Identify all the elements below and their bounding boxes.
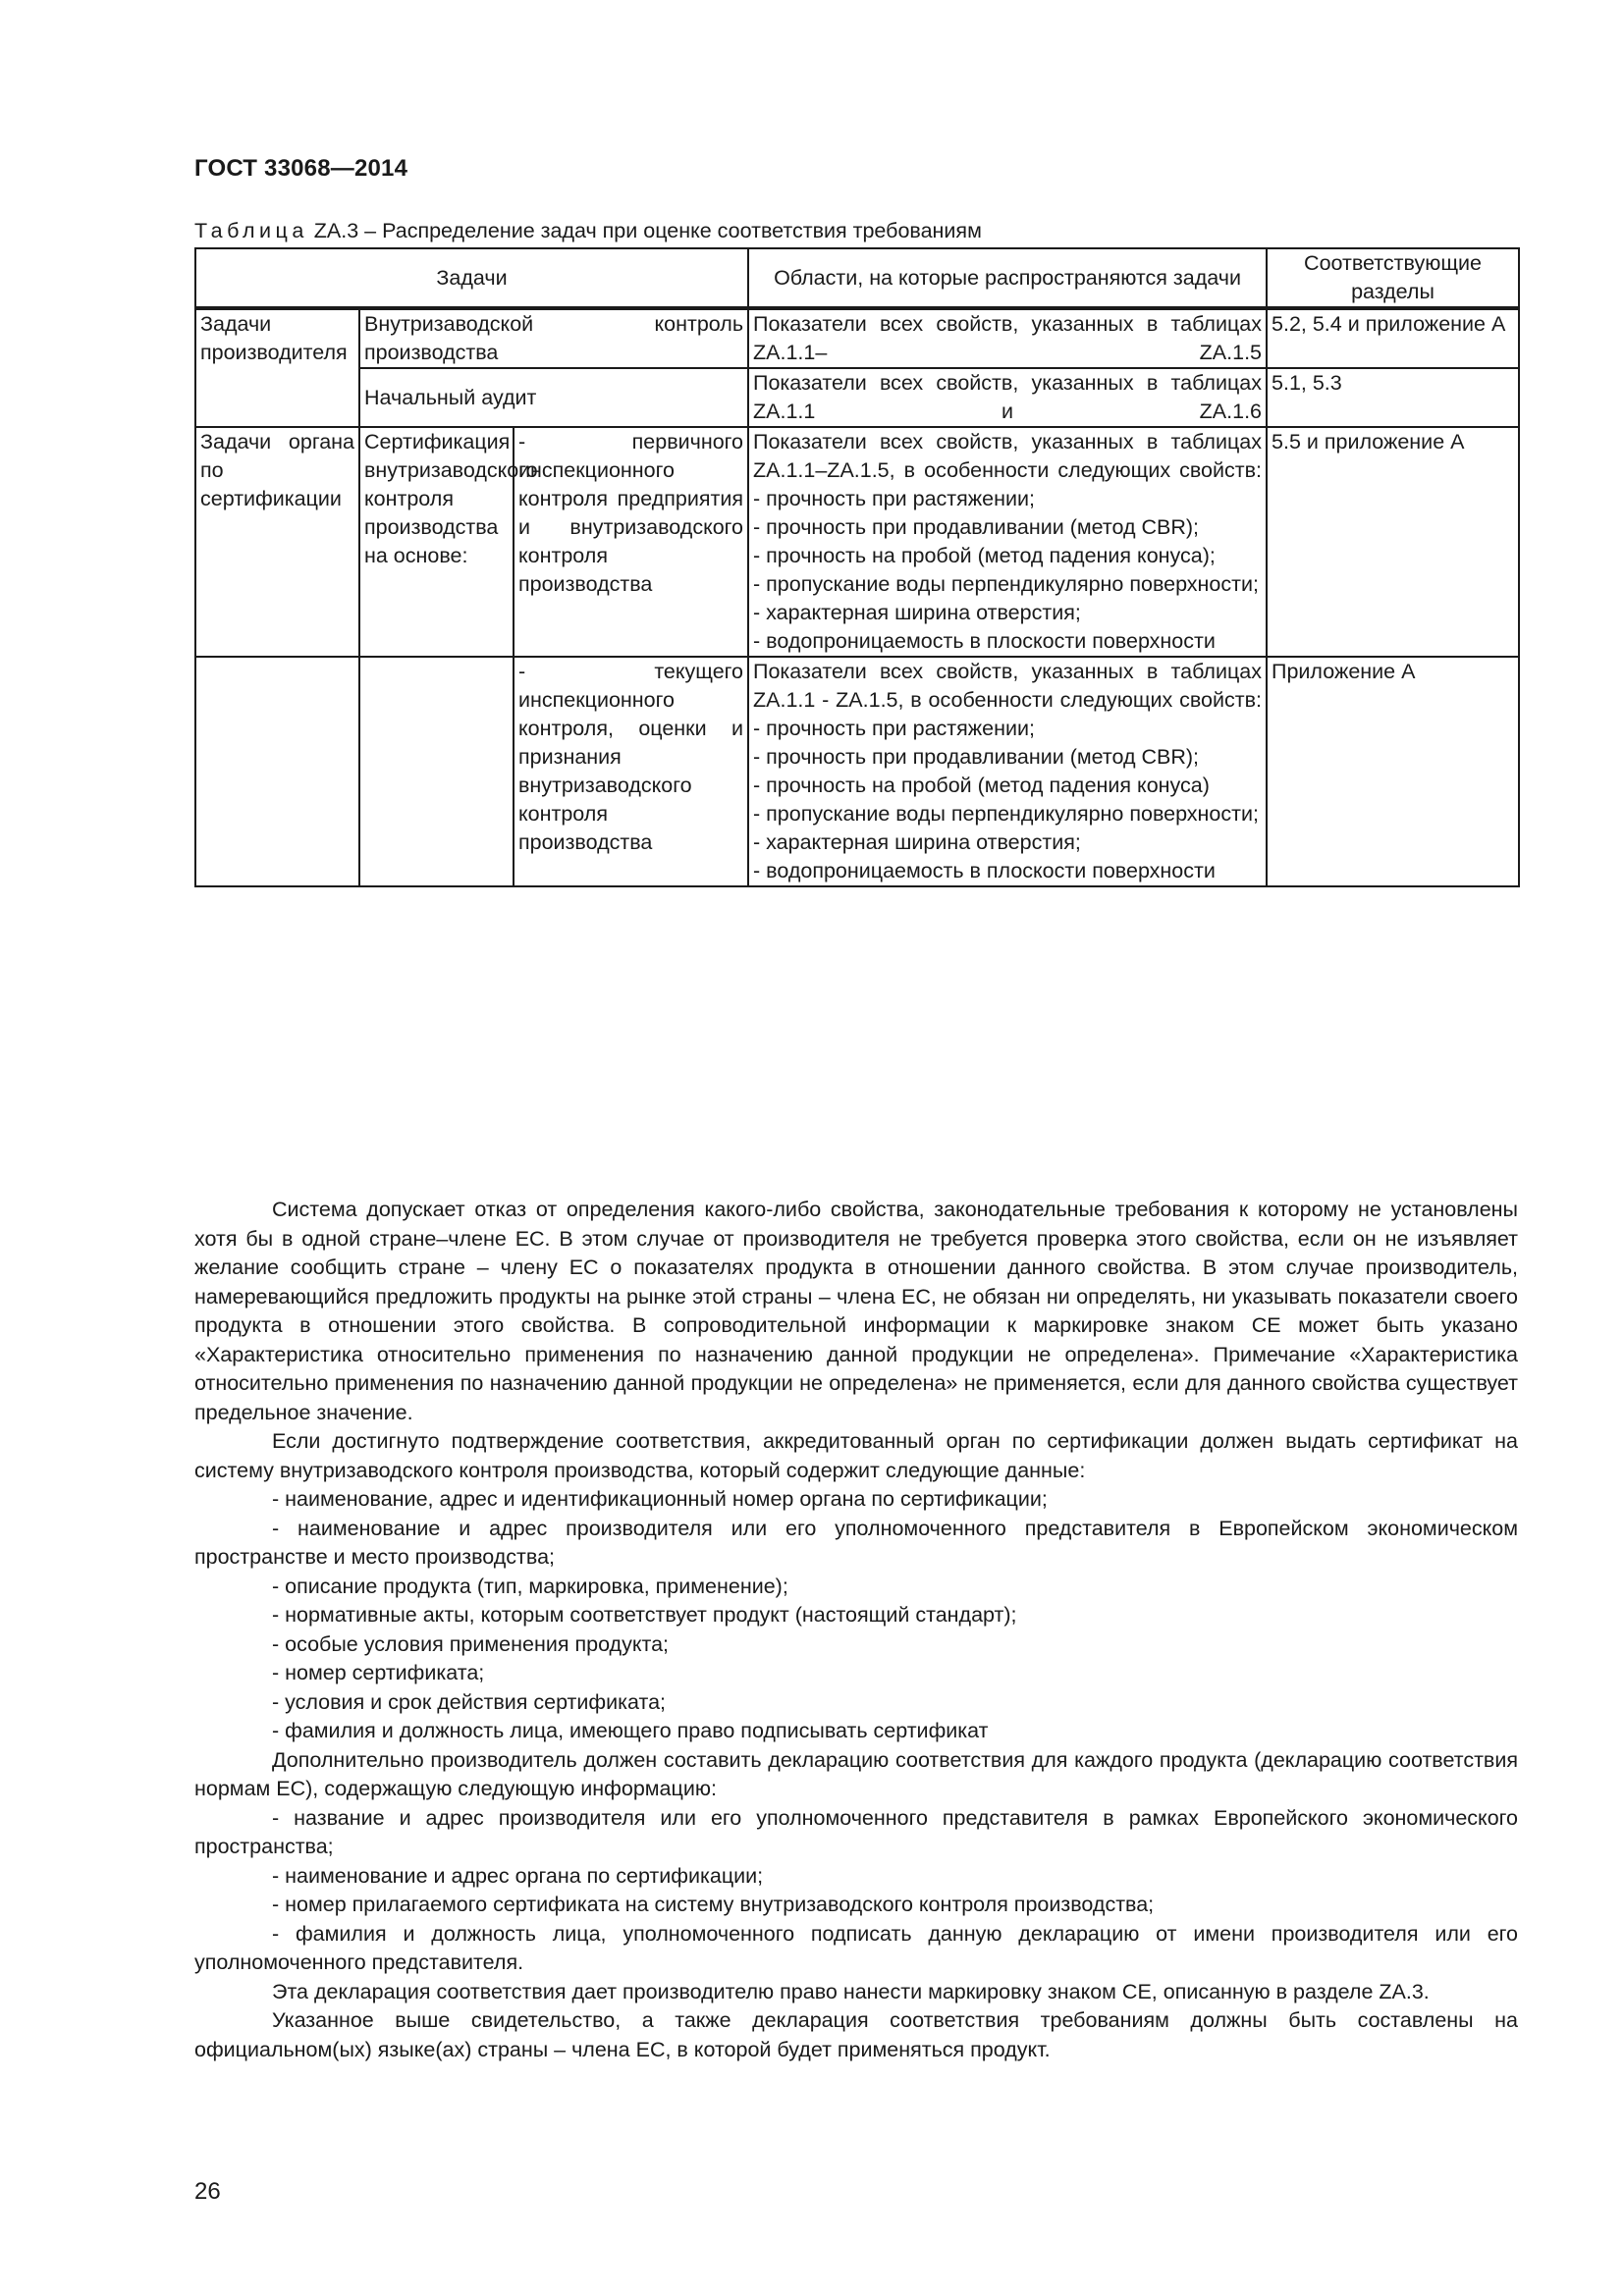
- tasks-table: [194, 247, 1520, 887]
- header-scope: Области, на которые распространяются задачи: [748, 248, 1267, 308]
- declaration-item: - фамилия и должность лица, уполномоченного подписать данную декларацию от имени производителя или его уполномоченного представителя.: [194, 1921, 1518, 1974]
- declaration-item: - номер прилагаемого сертификата на систему внутризаводского контроля производства;: [272, 1893, 1155, 1916]
- table-header-row: [195, 248, 1519, 308]
- declaration-item: - название и адрес производителя или его уполномоченного представителя в рамках Европейского экономического пространства;: [194, 1805, 1518, 1858]
- paragraph-exemption: Система допускает отказ от определения какого-либо свойства, законодательные требования к которому не установлены хотя бы в одной стране–члене ЕС. В этом случае от производителя не требуется проверка этого свойства, если он не изъявляет желание сообщить стране – члену ЕС о показателях продукта в отношении данного свойства. В этом случае производитель, намеревающийся предложить продукты на рынке этой страны – члена ЕС, не обязан ни определять, ни указывать показатели своего продукта в отношении этого свойства. В сопроводительной информации к маркировке знаком СЕ может быть указано «Характеристика относительно применения по назначению данной продукции не определена». Примечание «Характеристика относительно применения по назначению данной продукции не определена» не применяется, если для данного свойства существует предельное значение.: [194, 1198, 1518, 1424]
- row3-scope-intro: Показатели всех свойств, указанных в таблицах ZA.1.1–ZA.1.5, в особенности следующих свойств:: [753, 430, 1263, 482]
- declaration-item: - наименование и адрес органа по сертификации;: [272, 1863, 764, 1888]
- header-sections: Соответствующие разделы: [1267, 248, 1519, 308]
- table-caption-label: Таблица: [194, 219, 308, 242]
- row4-property-item: - прочность при продавливании (метод CBR);: [753, 745, 1200, 769]
- row4-property-item: - пропускание воды перпендикулярно поверхности;: [753, 802, 1259, 826]
- row3-property-item: - прочность при растяжении;: [753, 487, 1035, 510]
- body-text: [194, 1196, 1518, 2064]
- row3-sections: 5.5 и приложение А: [1267, 427, 1519, 657]
- paragraph-declaration: Дополнительно производитель должен составить декларацию соответствия для каждого продукта (декларацию соответствия нормам ЕС), содержащую следующую информацию:: [194, 1747, 1518, 1800]
- table-row: [195, 308, 1519, 368]
- row3-property-item: - прочность на пробой (метод падения конуса);: [753, 544, 1216, 567]
- row4-property-item: - прочность при растяжении;: [753, 717, 1035, 740]
- row4-property-item: - характерная ширина отверстия;: [753, 830, 1081, 854]
- table-caption-text: ZA.3 – Распределение задач при оценке соответствия требованиям: [313, 219, 982, 242]
- certificate-item: - наименование, адрес и идентификационный номер органа по сертификации;: [272, 1487, 1048, 1511]
- row4-scope: [748, 657, 1267, 886]
- row1-task: Внутризаводской контроль производства: [359, 308, 748, 368]
- row3-property-item: - пропускание воды перпендикулярно поверхности;: [753, 572, 1259, 596]
- row3-scope: [748, 427, 1267, 657]
- row3-basis: - первичного инспекционного контроля предприятия и внутризаводского контроля производства: [514, 427, 748, 657]
- table-row: [195, 427, 1519, 657]
- row2-sections: 5.1, 5.3: [1267, 368, 1519, 427]
- certificate-item: - особые условия применения продукта;: [272, 1631, 670, 1656]
- row3-property-item: - прочность при продавливании (метод CBR);: [753, 515, 1200, 539]
- row3-property-list: [753, 428, 1262, 656]
- body-group-cell: Задачи органа по сертификации: [195, 427, 359, 657]
- document-header: ГОСТ 33068—2014: [194, 155, 408, 182]
- table-row: [195, 368, 1519, 427]
- row4-scope-intro: Показатели всех свойств, указанных в таблицах ZA.1.1 - ZA.1.5, в особенности следующих свойств:: [753, 660, 1263, 712]
- certificate-item: - описание продукта (тип, маркировка, применение);: [272, 1574, 788, 1598]
- row4-sections: Приложение А: [1267, 657, 1519, 886]
- row3-property-item: - характерная ширина отверстия;: [753, 601, 1081, 624]
- row4-property-item: - водопроницаемость в плоскости поверхности: [753, 859, 1216, 882]
- certification-label-cell: Сертификация внутризаводского контроля производства на основе:: [359, 427, 514, 657]
- empty-cell: [359, 657, 514, 886]
- empty-cell: [195, 657, 359, 886]
- row1-sections: 5.2, 5.4 и приложение А: [1267, 308, 1519, 368]
- row4-property-list: [753, 658, 1262, 885]
- row4-basis: - текущего инспекционного контроля, оценки и признания внутризаводского контроля производства: [514, 657, 748, 886]
- certificate-item: - номер сертификата;: [272, 1661, 485, 1684]
- manufacturer-group-cell: Задачи производителя: [195, 308, 359, 427]
- page-number: 26: [194, 2178, 221, 2205]
- row1-scope: Показатели всех свойств, указанных в таблицах ZA.1.1– ZA.1.5: [748, 308, 1267, 368]
- paragraph-language: Указанное выше свидетельство, а также декларация соответствия требованиям должны быть составлены на официальном(ых) языке(ах) страны – члена ЕС, в которой будет применяться продукт.: [194, 2008, 1518, 2061]
- table-row: [195, 657, 1519, 886]
- certificate-item: - нормативные акты, которым соответствует продукт (настоящий стандарт);: [272, 1603, 1017, 1627]
- paragraph-certificate: Если достигнуто подтверждение соответствия, аккредитованный орган по сертификации должен выдать сертификат на систему внутризаводского контроля производства, который содержит следующие данные:: [194, 1429, 1518, 1482]
- row2-task: Начальный аудит: [359, 368, 748, 427]
- row2-scope: Показатели всех свойств, указанных в таблицах ZA.1.1 и ZA.1.6: [748, 368, 1267, 427]
- row4-property-item: - прочность на пробой (метод падения конуса): [753, 774, 1210, 797]
- certificate-item: - условия и срок действия сертификата;: [272, 1689, 667, 1714]
- table-caption: [194, 219, 982, 243]
- header-tasks: Задачи: [195, 248, 748, 308]
- paragraph-ce-marking: Эта декларация соответствия дает производителю право нанести маркировку знаком СЕ, описанную в разделе ZA.3.: [272, 1979, 1430, 2003]
- certificate-item: - фамилия и должность лица, имеющего право подписывать сертификат: [272, 1719, 989, 1742]
- row3-property-item: - водопроницаемость в плоскости поверхности: [753, 629, 1216, 653]
- certificate-item: - наименование и адрес производителя или его уполномоченного представителя в Европейском экономическом пространстве и место производства;: [194, 1516, 1518, 1569]
